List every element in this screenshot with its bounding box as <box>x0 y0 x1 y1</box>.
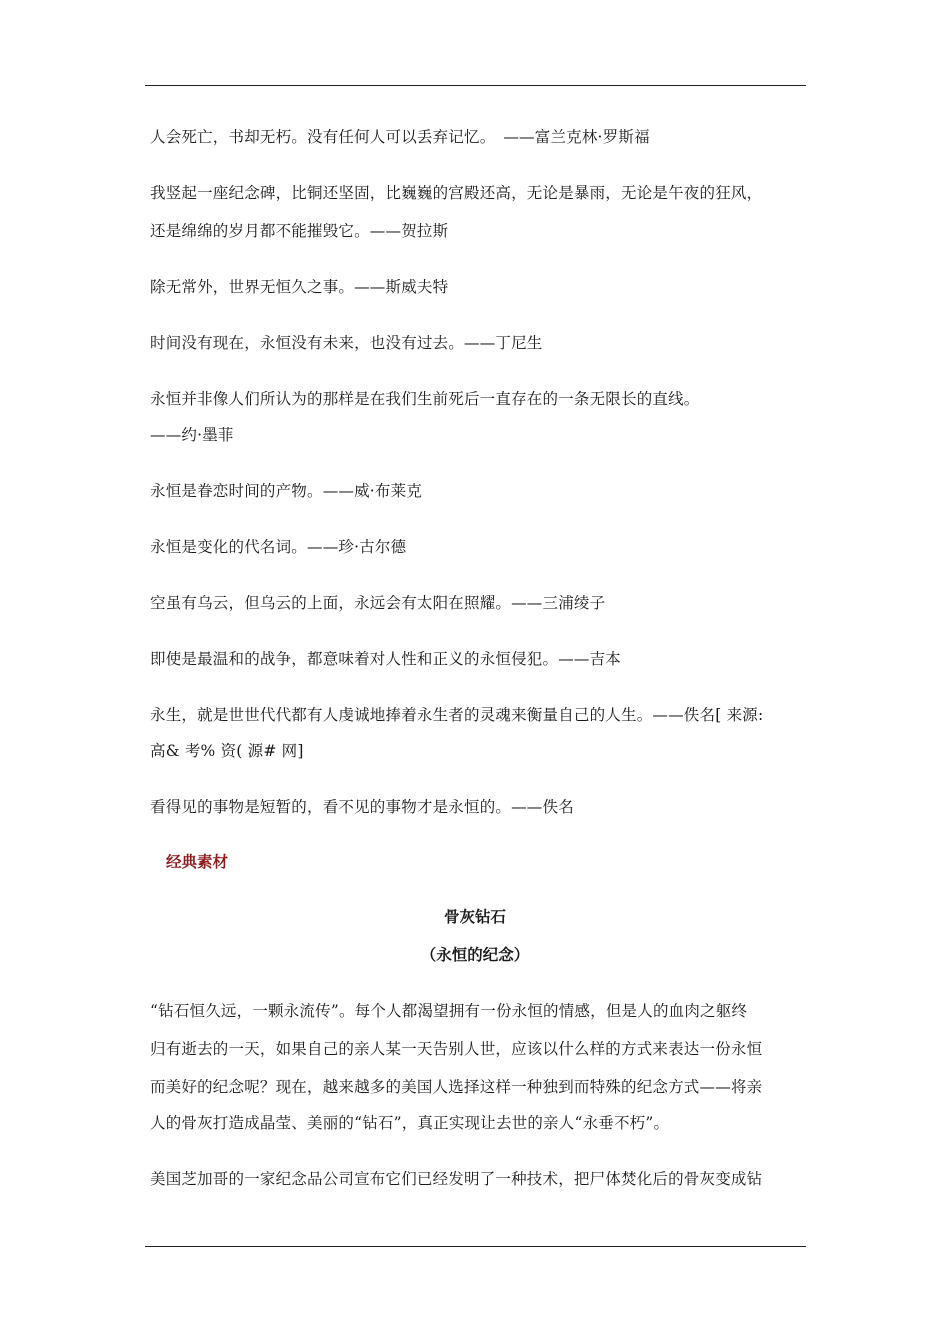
paragraph-line: 归有逝去的一天，如果自己的亲人某一天告别人世，应该以什么样的方式来表达一份永恒 <box>150 1040 763 1058</box>
article-title: 骨灰钻石 <box>443 908 506 926</box>
quote-line: 看得见的事物是短暂的，看不见的事物才是永恒的。——佚名 <box>150 798 574 816</box>
quote-line: 永生，就是世世代代都有人虔诚地捧着永生者的灵魂来衡量自己的人生。——佚名[ 来源: <box>150 706 764 724</box>
paragraph-line: 而美好的纪念呢？现在，越来越多的美国人选择这样一种独到而特殊的纪念方式——将亲 <box>150 1078 763 1096</box>
quote-line: 高& 考% 资( 源# 网] <box>150 742 304 760</box>
quote-line: 时间没有现在，永恒没有未来，也没有过去。——丁尼生 <box>150 334 543 352</box>
paragraph-line: 美国芝加哥的一家纪念品公司宣布它们已经发明了一种技术，把尸体焚化后的骨灰变成钻 <box>150 1170 763 1188</box>
paragraph-line: 人的骨灰打造成晶莹、美丽的“钻石”，真正实现让去世的亲人“永垂不朽”。 <box>150 1114 670 1132</box>
quote-line: 空虽有乌云，但乌云的上面，永远会有太阳在照耀。——三浦绫子 <box>150 594 606 612</box>
quote-line: 永恒并非像人们所认为的那样是在我们生前死后一直存在的一条无限长的直线。 <box>150 390 700 408</box>
quote-line: 永恒是变化的代名词。——珍·古尔德 <box>150 538 407 556</box>
header-rule <box>145 85 806 86</box>
footer-rule <box>145 1246 806 1247</box>
quote-line: 永恒是眷恋时间的产物。——威·布莱克 <box>150 482 423 500</box>
quote-line: ——约·墨菲 <box>150 426 234 444</box>
quote-line: 还是绵绵的岁月都不能摧毁它。——贺拉斯 <box>150 222 449 240</box>
section-heading: 经典素材 <box>166 853 229 871</box>
paragraph-line: “钻石恒久远，一颗永流传”。每个人都渴望拥有一份永恒的情感，但是人的血肉之躯终 <box>150 1002 748 1020</box>
quote-line: 我竖起一座纪念碑，比铜还坚固，比巍巍的宫殿还高，无论是暴雨，无论是午夜的狂风， <box>150 184 763 202</box>
quote-line: 即使是最温和的战争，都意味着对人性和正义的永恒侵犯。——吉本 <box>150 650 622 668</box>
quote-line: 除无常外，世界无恒久之事。——斯威夫特 <box>150 278 449 296</box>
article-subtitle: （永恒的纪念） <box>420 946 530 964</box>
quote-line: 人会死亡，书却无朽。没有任何人可以丢弃记忆。 ——富兰克林·罗斯福 <box>150 128 650 146</box>
